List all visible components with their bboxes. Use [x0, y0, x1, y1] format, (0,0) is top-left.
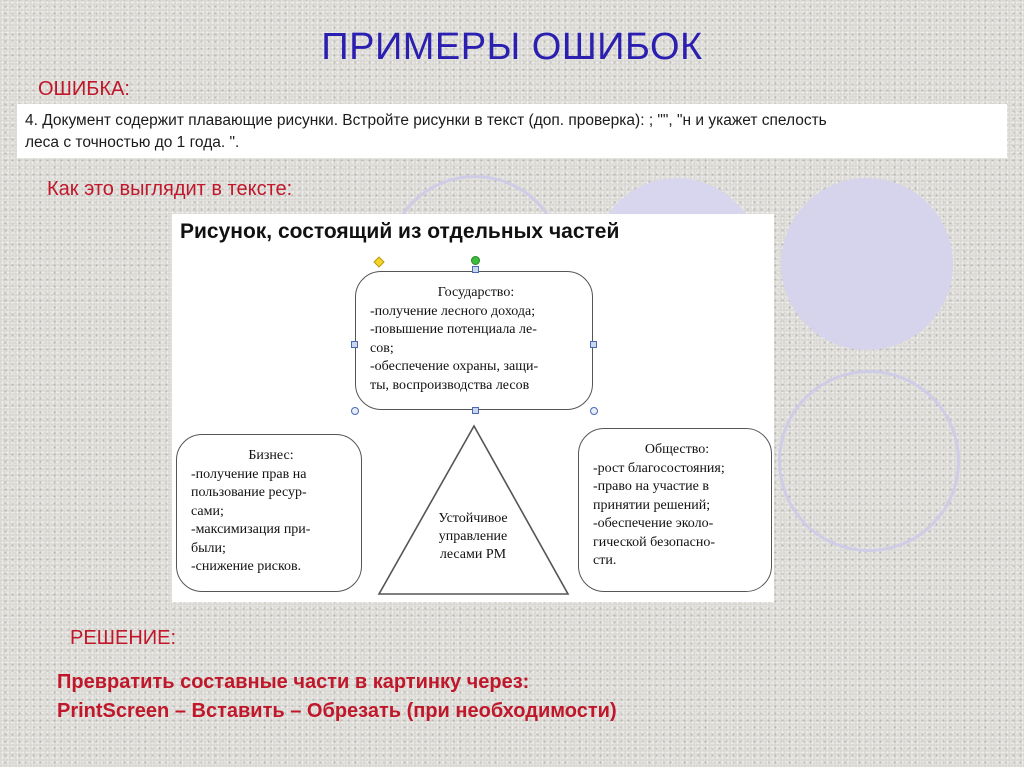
decor-circle-ring-2	[778, 370, 960, 552]
society-line: -обеспечение эколо-	[593, 516, 714, 531]
business-line: -получение прав на	[191, 466, 307, 482]
error-text-line-2: леса с точностью до 1 года. ".	[25, 134, 240, 151]
business-heading: Бизнес:	[248, 448, 294, 463]
triangle-text	[408, 510, 538, 564]
state-heading: Государство:	[437, 285, 515, 300]
state-line: -повышение потенциала ле-	[370, 322, 537, 337]
business-line: были;	[191, 540, 226, 556]
state-line: -обеспечение охраны, защи-	[370, 359, 539, 374]
business-line: -снижение рисков.	[191, 559, 302, 574]
society-line: гической безопасно-	[593, 534, 715, 550]
page-title: ПРИМЕРЫ ОШИБОК	[321, 26, 703, 68]
solution-text	[57, 668, 617, 726]
triangle-line: Устойчивое	[438, 511, 508, 526]
state-line: -получение лесного дохода;	[370, 303, 536, 319]
figure-example	[172, 214, 774, 602]
figure-caption: Рисунок, состоящий из отдельных частей	[180, 220, 620, 243]
error-text-line-1: 4. Документ содержит плавающие рисунки. Встройте рисунки в текст (доп. проверка): ; "", "н и укажет спелость	[25, 112, 827, 129]
society-heading: Общество:	[644, 442, 710, 457]
society-line: -рост благосостояния;	[593, 460, 725, 476]
business-line: -максимизация при-	[191, 522, 311, 537]
business-line: пользование ресур-	[191, 485, 307, 500]
state-line: ты, воспроизводства лесов	[370, 377, 530, 393]
how-it-looks-label: Как это выглядит в тексте:	[47, 178, 293, 200]
business-line: сами;	[191, 503, 224, 519]
solution-label: РЕШЕНИЕ:	[70, 627, 177, 649]
decor-circle-filled-2	[781, 178, 953, 350]
error-label: ОШИБКА:	[38, 78, 130, 100]
state-line: сов;	[370, 340, 394, 356]
triangle-line: лесами РМ	[439, 547, 507, 562]
triangle-line: управление	[438, 529, 508, 544]
solution-line-1: Превратить составные части в картинку через:	[57, 671, 530, 693]
solution-line-2: PrintScreen – Вставить – Обрезать (при необходимости)	[57, 700, 617, 722]
society-line: сти.	[593, 553, 617, 568]
error-screenshot-strip	[17, 104, 1007, 158]
society-line: принятии решений;	[593, 497, 711, 513]
society-line: -право на участие в	[593, 479, 709, 494]
